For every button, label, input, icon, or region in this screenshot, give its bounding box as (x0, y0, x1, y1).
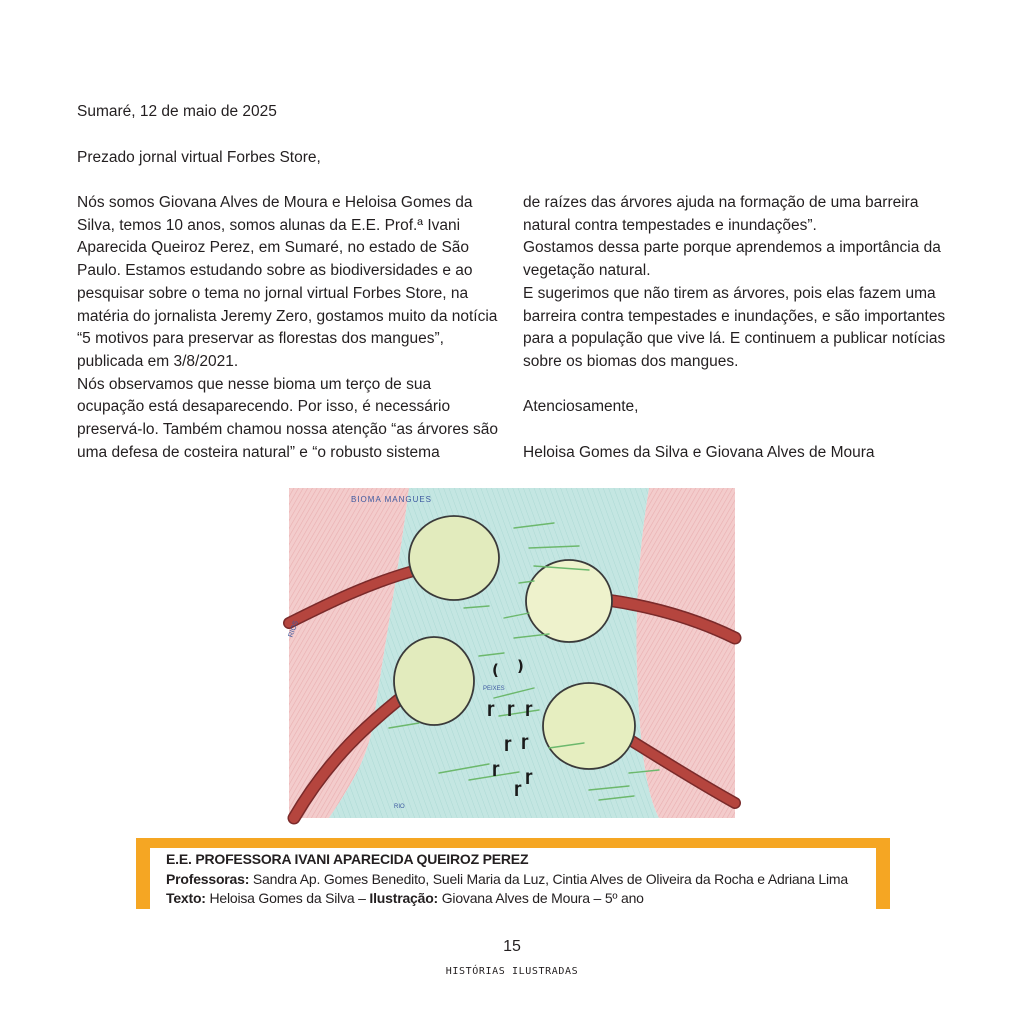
svg-text:ɼ: ɼ (525, 767, 533, 785)
school-name: E.E. PROFESSORA IVANI APARECIDA QUEIROZ PEREZ (166, 851, 529, 867)
tree-canopy (543, 683, 635, 769)
book-title: HISTÓRIAS ILUSTRADAS (445, 966, 579, 977)
svg-text:ɼ: ɼ (492, 759, 500, 777)
teachers-names: Sandra Ap. Gomes Benedito, Sueli Maria da Luz, Cintia Alves de Oliveira da Rocha e Adriana Lima (249, 870, 848, 887)
mangrove-illustration (289, 488, 735, 818)
svg-text:ɼ: ɼ (504, 734, 512, 752)
svg-text:): ) (517, 657, 524, 675)
tree-canopy (526, 560, 612, 642)
letter-column-left (77, 192, 502, 464)
illustration-label: PEIXES (483, 686, 505, 692)
credits-text (166, 850, 870, 909)
tree-canopy (394, 637, 474, 725)
letter-paragraph: Nós observamos que nesse bioma um terço de sua ocupação está desaparecendo. Por isso, é necessário preservá-lo. Também chamou nossa atenção “as árvores são uma defesa de costeira natural” e “o robusto sistema (77, 375, 499, 461)
text-author: Heloisa Gomes da Silva – (205, 890, 370, 906)
illustration-author: Giovana Alves de Moura – 5º ano (438, 890, 644, 906)
svg-text:(: ( (492, 661, 499, 679)
letter-column-right (523, 192, 953, 464)
teachers-label: Professoras: (166, 870, 250, 887)
svg-text:ɼ: ɼ (487, 699, 495, 717)
letter-date: Sumaré, 12 de maio de 2025 (77, 103, 277, 120)
letter-signature: Heloisa Gomes da Silva e Giovana Alves de Moura (523, 443, 875, 461)
text-label: Texto: (166, 890, 206, 906)
authors-line (166, 889, 870, 909)
illustration-label: RIO (394, 804, 405, 810)
page-number: 15 (503, 938, 521, 955)
teachers-line (166, 870, 870, 890)
svg-text:ɼ: ɼ (507, 699, 515, 717)
illustration-label: Ilustração: (369, 890, 439, 906)
illustration-label: RIOS (287, 619, 301, 639)
letter-closing: Atenciosamente, (523, 398, 639, 416)
letter-paragraph: Nós somos Giovana Alves de Moura e Heloisa Gomes da Silva, temos 10 anos, somos alunas da E.E. Prof.ª Ivani Aparecida Queiroz Perez, em Sumaré, no estado de São Paulo. Estamos estudando sobre as biodiversidades e ao pesquisar sobre o tema no jornal virtual Forbes Store, na matéria do jornalista Jeremy Zero, gostamos muito da notícia “5 motivos para preservar as florestas dos mangues”, publicada em 3/8/2021. (77, 194, 498, 370)
tree-canopy (409, 516, 499, 600)
letter-paragraph: E sugerimos que não tirem as árvores, pois elas fazem uma barreira contra tempestades e inundações, e são importantes para a população que vive lá. E continuem a publicar notícias sobre os biomas dos mangues. (523, 284, 946, 370)
letter-greeting: Prezado jornal virtual Forbes Store, (77, 149, 321, 166)
letter-paragraph: de raízes das árvores ajuda na formação de uma barreira natural contra tempestades e inundações”. (523, 194, 919, 234)
svg-text:ɼ: ɼ (525, 699, 533, 717)
illustration-label: BIOMA MANGUES (351, 495, 433, 504)
credits-box (136, 838, 890, 909)
svg-text:ɼ: ɼ (521, 732, 529, 750)
svg-text:ɼ: ɼ (514, 779, 522, 797)
letter-paragraph: Gostamos dessa parte porque aprendemos a importância da vegetação natural. (523, 239, 941, 280)
